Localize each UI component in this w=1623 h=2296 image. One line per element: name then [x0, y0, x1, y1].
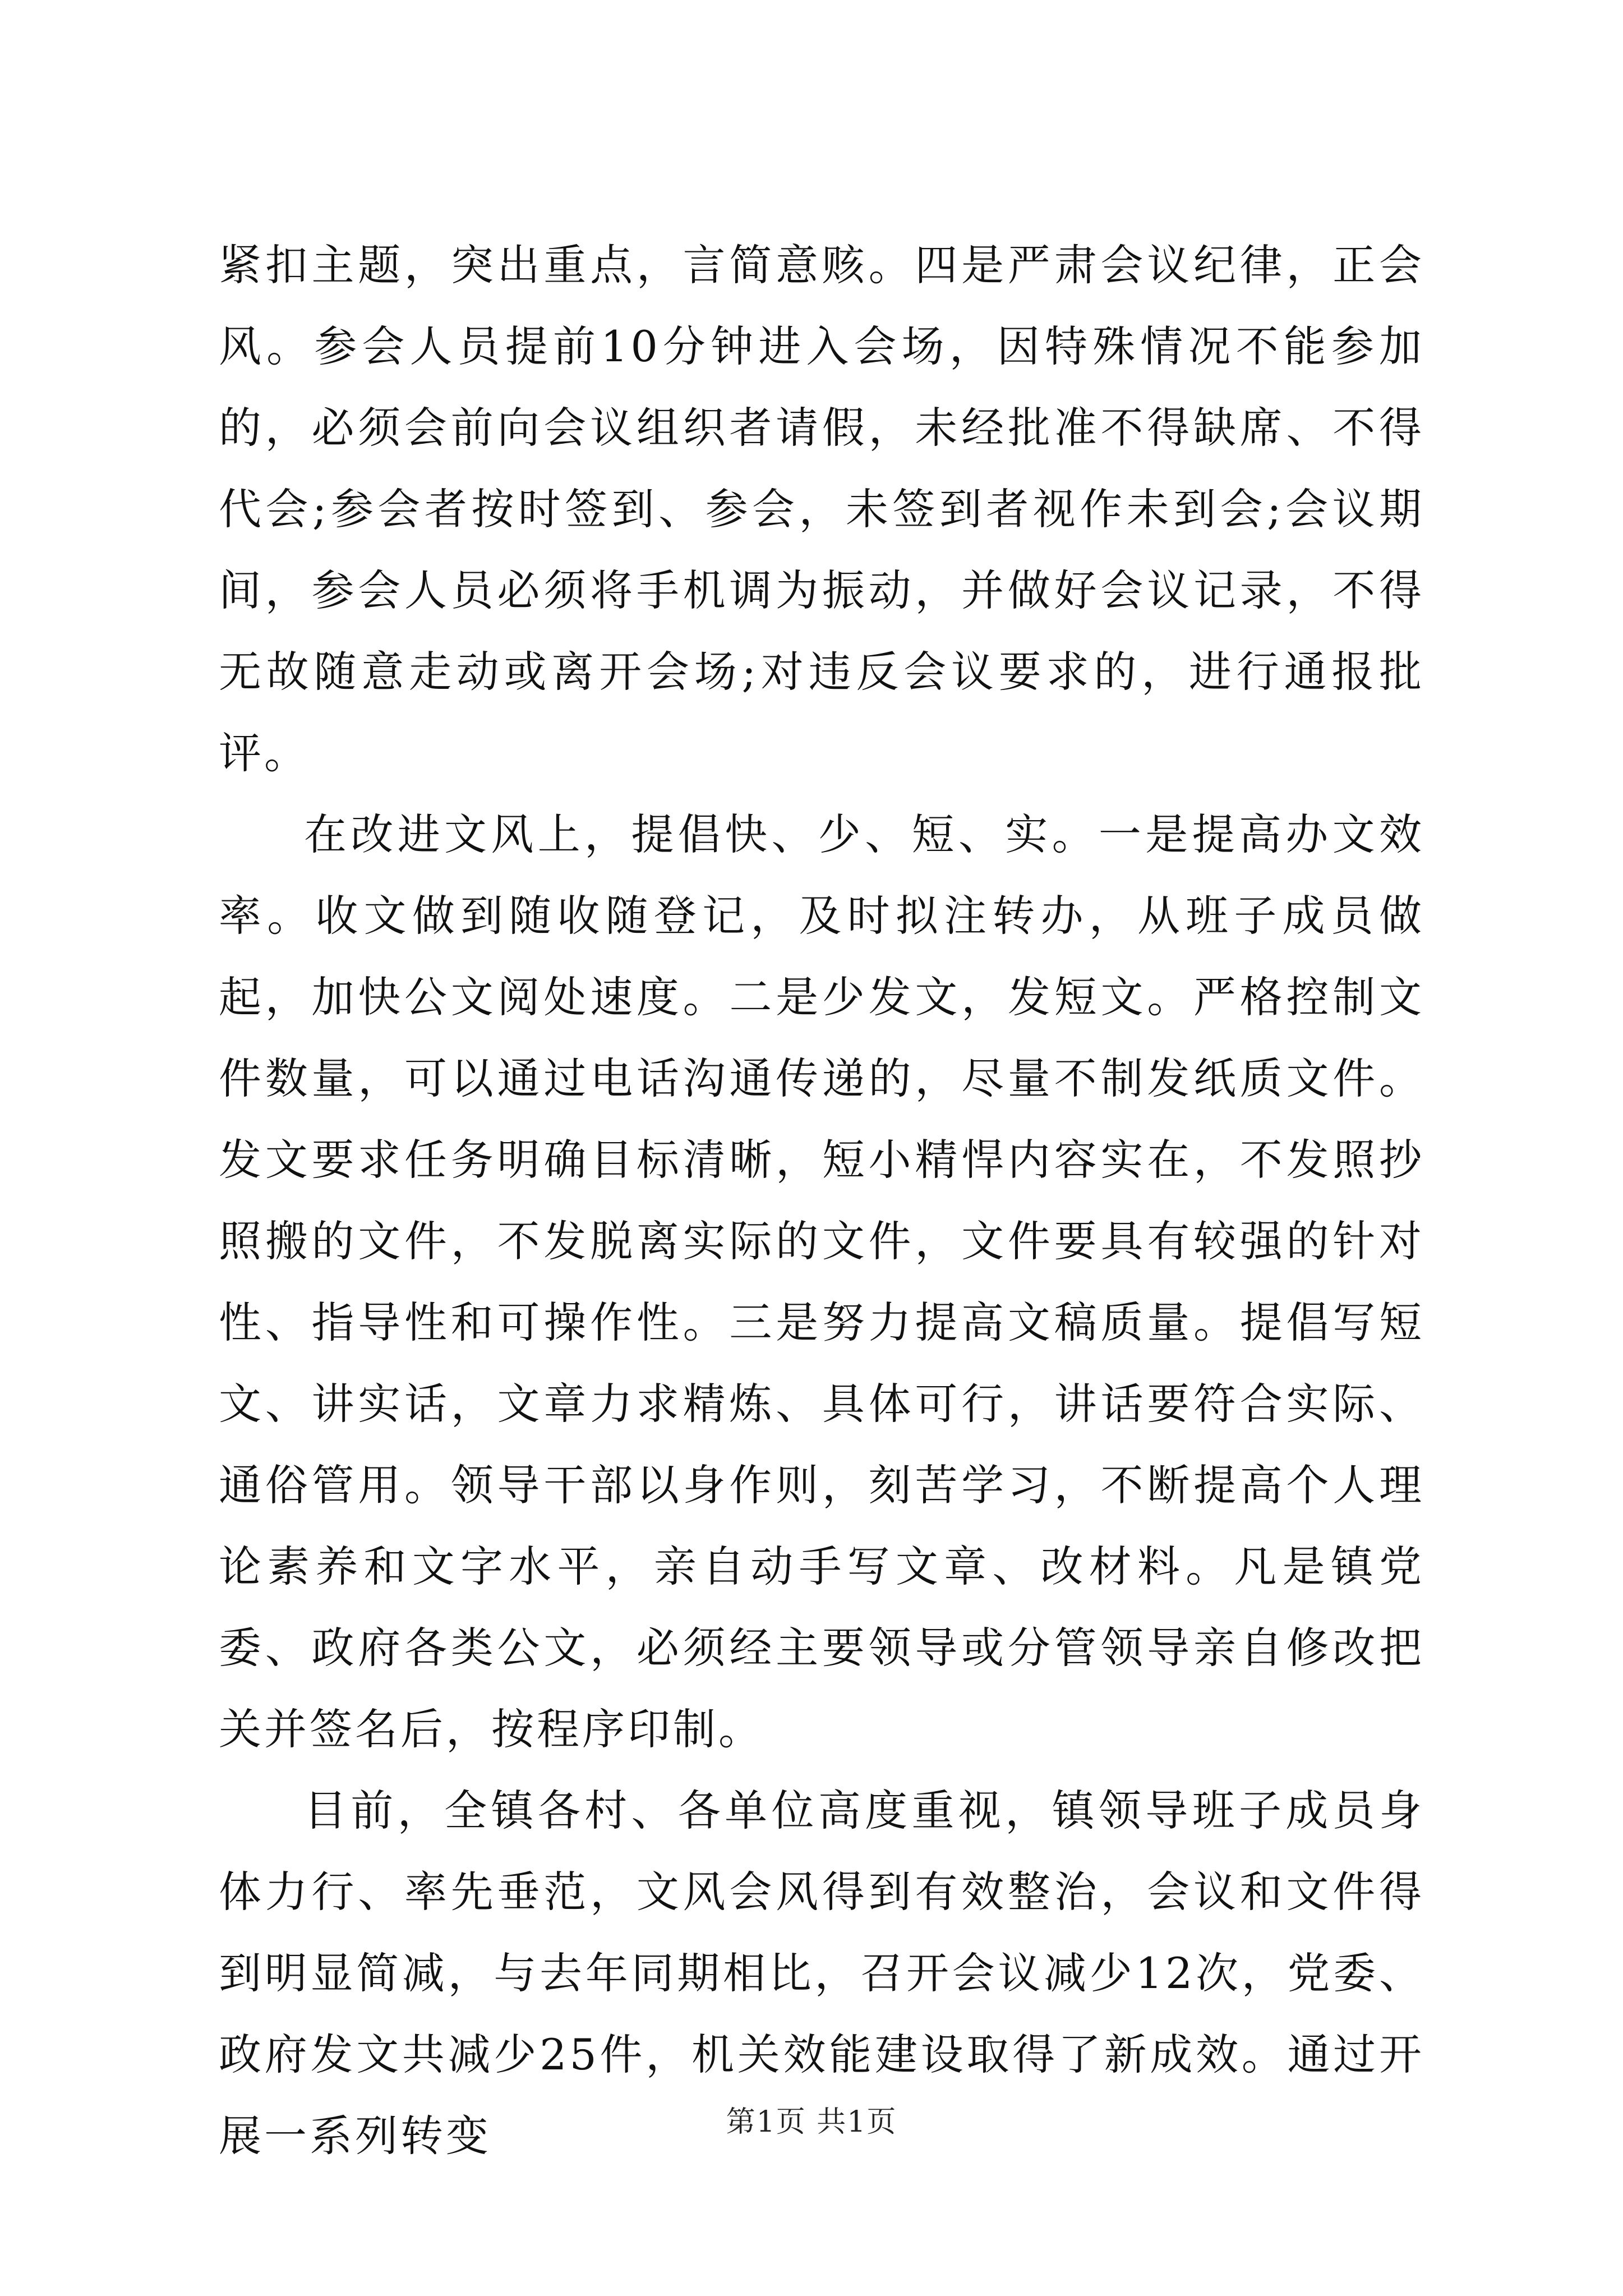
page-footer: 第1页 共1页 — [726, 2105, 897, 2139]
paragraph-results: 目前，全镇各村、各单位高度重视，镇领导班子成员身体力行、率先垂范，文风会风得到有效整治，会议和文件得到明显简减，与去年同期相比，召开会议减少12次，党委、政府发文共减少25件，机关效能建设取得了新成效。通过开展一系列转变 — [219, 1786, 1424, 2161]
paragraph-writing-style: 在改进文风上，提倡快、少、短、实。一是提高办文效率。收文做到随收随登记，及时拟注转办，从班子成员做起，加快公文阅处速度。二是少发文，发短文。严格控制文件数量，可以通过电话沟通传递的，尽量不制发纸质文件。发文要求任务明确目标清晰，短小精悍内容实在，不发照抄照搬的文件，不发脱离实际的文件，文件要具有较强的针对性、指导性和可操作性。三是努力提高文稿质量。提倡写短文、讲实话，文章力求精炼、具体可行，讲话要符合实际、通俗管用。领导干部以身作则，刻苦学习，不断提高个人理论素养和文字水平，亲自动手写文章、改材料。凡是镇党委、政府各类公文，必须经主要领导或分管领导亲自修改把关并签名后，按程序印制。 — [219, 809, 1424, 1754]
paragraph-meeting-discipline: 紧扣主题，突出重点，言简意赅。四是严肃会议纪律，正会风。参会人员提前10分钟进入会场，因特殊情况不能参加的，必须会前向会议组织者请假，未经批准不得缺席、不得代会;参会者按时签到、参会，未签到者视作未到会;会议期间，参会人员必须将手机调为振动，并做好会议记录，不得无故随意走动或离开会场;对违反会议要求的，进行通报批评。 — [219, 240, 1424, 778]
document-body — [219, 224, 1424, 2177]
